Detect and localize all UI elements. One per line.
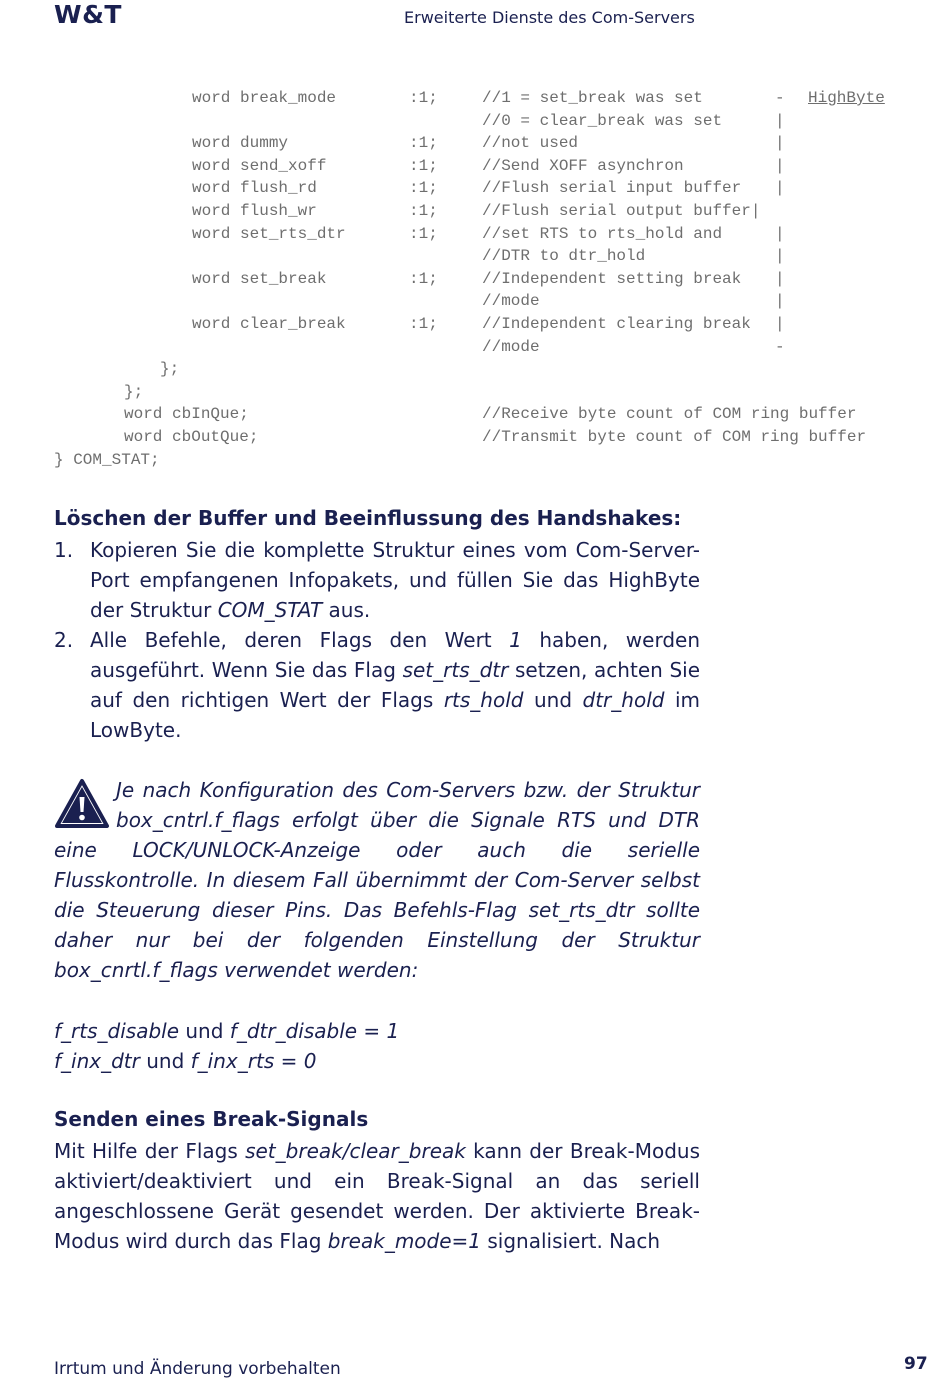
code-bitfield: :1; [409, 89, 438, 107]
code-declaration: word send_xoff [192, 156, 327, 175]
formula-line-2: f_inx_dtr und f_inx_rts = 0 [54, 1049, 317, 1073]
code-declaration: word flush_wr [192, 201, 317, 220]
logo: W&T [54, 0, 122, 29]
code-brace: }; [160, 360, 180, 379]
code-declaration: word break_mode [192, 89, 337, 107]
code-bracket: | [775, 292, 785, 311]
code-bitfield: :1; [409, 179, 438, 198]
code-bracket: - [775, 337, 785, 356]
code-comment: //mode [482, 292, 540, 311]
code-comment: //Flush serial input buffer [482, 179, 742, 198]
section-heading-buffer: Löschen der Buffer und Beeinflussung des Handshakes: [54, 506, 682, 530]
list-item: 2. Alle Befehle, deren Flags den Wert 1 haben, werden ausgeführt. Wenn Sie das Flag set_rts_dtr setzen, achten Sie auf den richtigen Wert der Flags rts_hold und dtr_hold im LowByte. [54, 628, 701, 742]
code-declaration: word flush_rd [192, 179, 317, 198]
list-item: 1. Kopieren Sie die komplette Struktur eines vom Com-Server-Port empfangenen Infopakets, und füllen Sie das HighByte der Struktur COM_STAT aus. [54, 538, 700, 622]
code-declaration: word cbInQue; [124, 405, 249, 424]
code-brace: } COM_STAT; [54, 450, 160, 469]
code-comment: //Send XOFF asynchron [482, 156, 684, 175]
page-number: 97 [904, 1354, 928, 1374]
code-declaration: word dummy [192, 134, 289, 153]
body-paragraph: Mit Hilfe der Flags set_break/clear_break kann der Break-Modus aktiviert/deaktiviert und ein Break-Signal an das seriell angeschlossene Gerät gesendet werden. Der aktivierte Break-Modus wird durch das Flag break_mode=1 signalisiert. Nach [54, 1139, 700, 1253]
code-bracket: | [775, 224, 785, 243]
code-bracket: | [775, 314, 785, 333]
code-comment: //not used [482, 134, 579, 153]
code-bracket: | [775, 111, 785, 130]
code-comment: //set RTS to rts_hold and [482, 224, 723, 243]
warning-text: Je nach Konfiguration des Com-Servers bzw. der Struktur box_cntrl.f_flags erfolgt über die Signale RTS und DTR eine LOCK/UNLOCK-Anzeige oder auch die serielle Flusskontrolle. In diesem Fall übernimmt der Com-Server selbst die Steuerung dieser Pins. Das Befehls-Flag set_rts_dtr sollte daher nur bei der folgenden Einstellung der Struktur box_cnrtl.f_flags verwendet werden: [54, 778, 700, 982]
code-comment: //DTR to dtr_hold [482, 247, 646, 266]
code-comment: //mode [482, 337, 540, 356]
code-comment: //0 = clear_break was set [482, 111, 723, 130]
footer-note: Irrtum und Änderung vorbehalten [54, 1359, 341, 1379]
warning-triangle-icon [54, 778, 110, 830]
code-declaration: word cbOutQue; [124, 427, 259, 446]
section-heading-break: Senden eines Break-Signals [54, 1107, 369, 1131]
code-bracket: | [775, 134, 785, 153]
code-bracket: | [775, 247, 785, 266]
code-bitfield: :1; [409, 134, 438, 153]
code-bracket: | [775, 156, 785, 175]
code-bracket: | [775, 269, 785, 288]
formula-line-1: f_rts_disable und f_dtr_disable = 1 [54, 1019, 400, 1043]
code-comment: //Independent clearing break [482, 314, 751, 333]
code-bracket: | [775, 179, 785, 198]
code-comment: //Receive byte count of COM ring buffer [482, 405, 857, 424]
code-declaration: word clear_break [192, 314, 346, 333]
code-comment: //1 = set_break was set [482, 89, 703, 107]
code-bitfield: :1; [409, 314, 438, 333]
code-brace: }; [124, 382, 144, 401]
warning-note [54, 775, 700, 985]
code-bitfield: :1; [409, 201, 438, 220]
code-byte-label: HighByte [808, 89, 885, 107]
running-header: Erweiterte Dienste des Com-Servers [404, 8, 695, 27]
instruction-list [54, 535, 700, 745]
code-comment: //Independent setting break [482, 269, 742, 288]
code-bitfield: :1; [409, 269, 438, 288]
code-bracket: - [775, 89, 785, 107]
code-declaration: word set_rts_dtr [192, 224, 346, 243]
code-comment: //Transmit byte count of COM ring buffer [482, 427, 867, 446]
code-bitfield: :1; [409, 156, 438, 175]
code-declaration: word set_break [192, 269, 327, 288]
code-comment: //Flush serial output buffer| [482, 201, 761, 220]
code-bitfield: :1; [409, 224, 438, 243]
